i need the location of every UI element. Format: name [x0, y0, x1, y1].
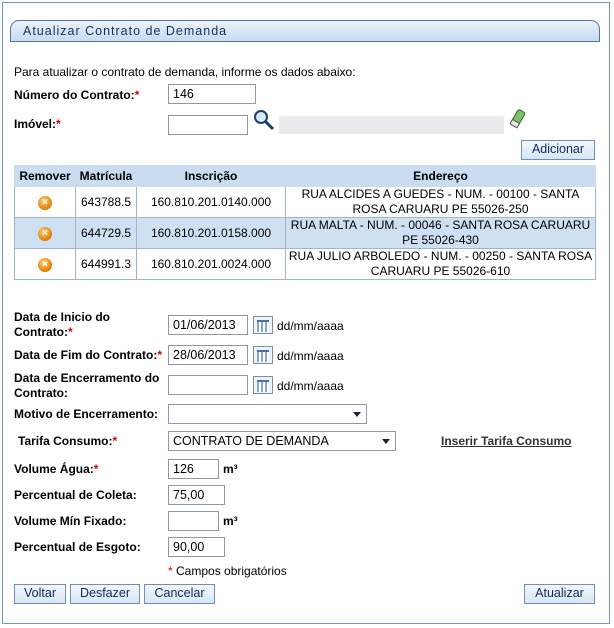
table-row — [15, 218, 596, 249]
tarifa-consumo-label: Tarifa Consumo:* — [18, 434, 118, 448]
numero-contrato-label: Número do Contrato:* — [14, 88, 140, 102]
endereco-cell: RUA JULIO ARBOLEDO - NUM. - 00250 - SANTA ROSA CARUARU PE 55026-610 — [286, 249, 596, 280]
chevron-down-icon — [382, 439, 390, 444]
date-format-hint: dd/mm/aaaa — [277, 379, 344, 393]
imovel-label: Imóvel:* — [14, 117, 61, 131]
inserir-tarifa-link[interactable]: Inserir Tarifa Consumo — [441, 434, 572, 448]
motivo-encerramento-select[interactable] — [168, 404, 367, 424]
remove-cell — [15, 187, 76, 218]
required-note: * Campos obrigatórios — [168, 564, 287, 578]
adicionar-button[interactable]: Adicionar — [521, 140, 595, 160]
remove-cell — [15, 249, 76, 280]
volume-min-label: Volume Mín Fixado: — [14, 514, 127, 528]
remove-icon[interactable]: × — [38, 227, 52, 241]
cancelar-button[interactable]: Cancelar — [144, 584, 215, 604]
page-title: Atualizar Contrato de Demanda — [23, 24, 228, 38]
atualizar-button[interactable]: Atualizar — [524, 584, 595, 604]
percentual-coleta-label: Percentual de Coleta: — [14, 488, 137, 502]
matricula-cell: 644729.5 — [76, 218, 137, 249]
imovel-description-field — [279, 116, 504, 134]
endereco-cell: RUA ALCIDES A GUEDES - NUM. - 00100 - SANTA ROSA CARUARU PE 55026-250 — [286, 187, 596, 218]
header-endereco: Endereço — [286, 166, 596, 187]
eraser-icon[interactable] — [508, 108, 528, 130]
endereco-cell: RUA MALTA - NUM. - 00046 - SANTA ROSA CARUARU PE 55026-430 — [286, 218, 596, 249]
matricula-cell: 644991.3 — [76, 249, 137, 280]
desfazer-button[interactable]: Desfazer — [70, 584, 140, 604]
table-row — [15, 249, 596, 280]
remove-icon[interactable]: × — [38, 258, 52, 272]
chevron-down-icon — [353, 412, 361, 417]
data-fim-label: Data de Fim do Contrato:* — [14, 348, 163, 362]
calendar-icon[interactable] — [253, 346, 273, 364]
inscricao-cell: 160.810.201.0140.000 — [137, 187, 286, 218]
numero-contrato-input[interactable]: 146 — [168, 84, 256, 104]
volume-min-input[interactable] — [168, 511, 219, 531]
volume-agua-unit: m³ — [223, 462, 238, 476]
table-row — [15, 187, 596, 218]
matricula-cell: 643788.5 — [76, 187, 137, 218]
volume-agua-label: Volume Água:* — [14, 462, 99, 476]
inscricao-cell: 160.810.201.0024.000 — [137, 249, 286, 280]
percentual-coleta-input[interactable]: 75,00 — [168, 485, 225, 505]
imoveis-table — [14, 165, 596, 280]
header-remover: Remover — [15, 166, 76, 187]
date-format-hint: dd/mm/aaaa — [277, 319, 344, 333]
calendar-icon[interactable] — [253, 316, 273, 334]
data-encerramento-label: Data de Encerramento do Contrato: — [14, 371, 160, 400]
calendar-icon[interactable] — [253, 376, 273, 394]
remove-cell — [15, 218, 76, 249]
percentual-esgoto-label: Percentual de Esgoto: — [14, 540, 141, 554]
search-icon[interactable] — [252, 108, 276, 132]
volume-agua-input[interactable]: 126 — [168, 459, 219, 479]
data-inicio-input[interactable]: 01/06/2013 — [168, 315, 248, 335]
title-bar — [10, 20, 600, 42]
percentual-esgoto-input[interactable]: 90,00 — [168, 537, 225, 557]
intro-text: Para atualizar o contrato de demanda, informe os dados abaixo: — [14, 65, 356, 79]
imovel-input[interactable] — [168, 115, 248, 135]
inscricao-cell: 160.810.201.0158.000 — [137, 218, 286, 249]
remove-icon[interactable]: × — [38, 196, 52, 210]
motivo-encerramento-label: Motivo de Encerramento: — [14, 407, 159, 421]
date-format-hint: dd/mm/aaaa — [277, 349, 344, 363]
volume-min-unit: m³ — [223, 514, 238, 528]
tarifa-consumo-select[interactable]: CONTRATO DE DEMANDA — [168, 431, 396, 451]
header-matricula: Matrícula — [76, 166, 137, 187]
voltar-button[interactable]: Voltar — [14, 584, 66, 604]
header-inscricao: Inscrição — [137, 166, 286, 187]
data-encerramento-input[interactable] — [168, 375, 248, 395]
data-inicio-label: Data de Inicio do Contrato:* — [14, 310, 111, 339]
data-fim-input[interactable]: 28/06/2013 — [168, 345, 248, 365]
table-header — [15, 166, 596, 187]
